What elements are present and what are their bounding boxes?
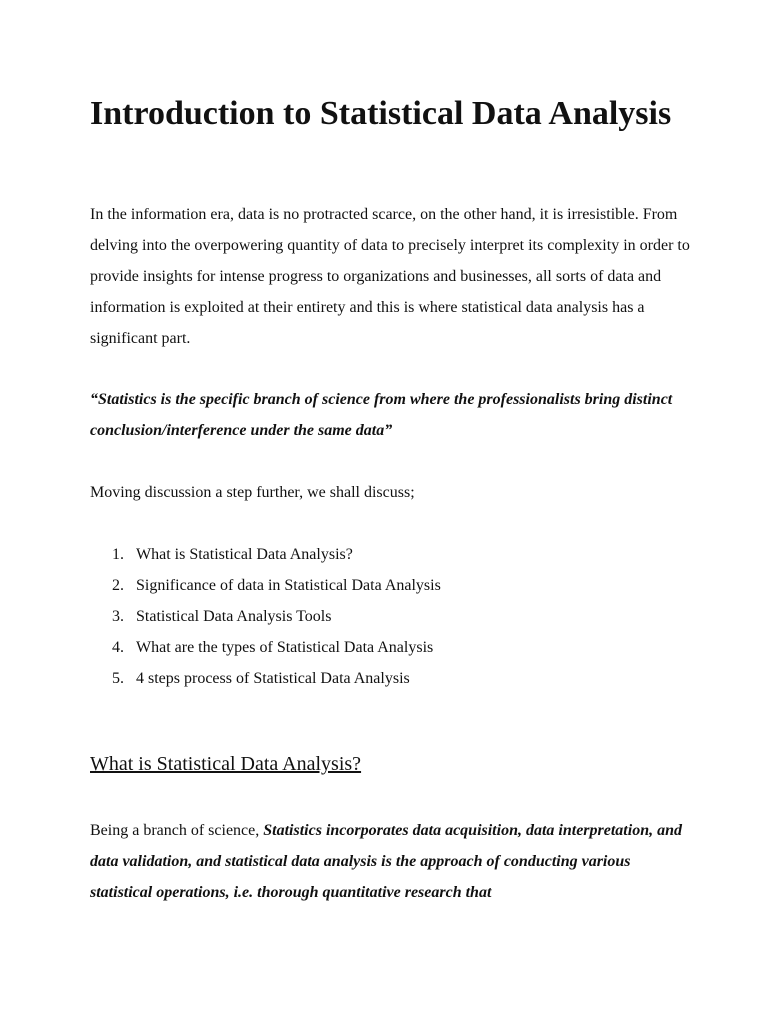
list-item	[90, 601, 441, 632]
quote-paragraph: “Statistics is the specific branch of science from where the professionalists bring distinct conclusion/interference under the same data”	[90, 391, 673, 439]
list-number: 5.	[112, 670, 124, 687]
section-paragraph	[90, 815, 690, 908]
list-item-text: What is Statistical Data Analysis?	[136, 546, 353, 563]
list-item-text: 4 steps process of Statistical Data Analysis	[136, 670, 410, 687]
list-number: 4.	[112, 639, 124, 656]
intro-paragraph: In the information era, data is no protracted scarce, on the other hand, it is irresistible. From delving into the overpowering quantity of data to precisely interpret its complexity in order to provide insights for intense progress to organizations and businesses, all sorts of data and information is exploited at their entirety and this is where statistical data analysis has a significant part.	[90, 206, 690, 347]
page-title: Introduction to Statistical Data Analysis	[90, 95, 672, 132]
list-item	[90, 539, 441, 570]
list-item-text: Statistical Data Analysis Tools	[136, 608, 332, 625]
section-paragraph-emphasis: Statistics incorporates data acquisition, data interpretation, and data validation, and statistical data analysis is the approach of conducting various statistical operations, i.e. thorough quantitative research that	[90, 822, 682, 901]
list-item	[90, 663, 441, 694]
topics-list	[90, 539, 441, 694]
list-number: 1.	[112, 546, 124, 563]
moving-on-paragraph: Moving discussion a step further, we shall discuss;	[90, 484, 415, 501]
list-number: 3.	[112, 608, 124, 625]
list-item-text: What are the types of Statistical Data Analysis	[136, 639, 434, 656]
list-number: 2.	[112, 577, 124, 594]
section-heading: What is Statistical Data Analysis?	[90, 753, 362, 775]
list-item	[90, 632, 441, 663]
list-item	[90, 570, 441, 601]
list-item-text: Significance of data in Statistical Data Analysis	[136, 577, 441, 594]
section-paragraph-lead: Being a branch of science,	[90, 822, 264, 839]
